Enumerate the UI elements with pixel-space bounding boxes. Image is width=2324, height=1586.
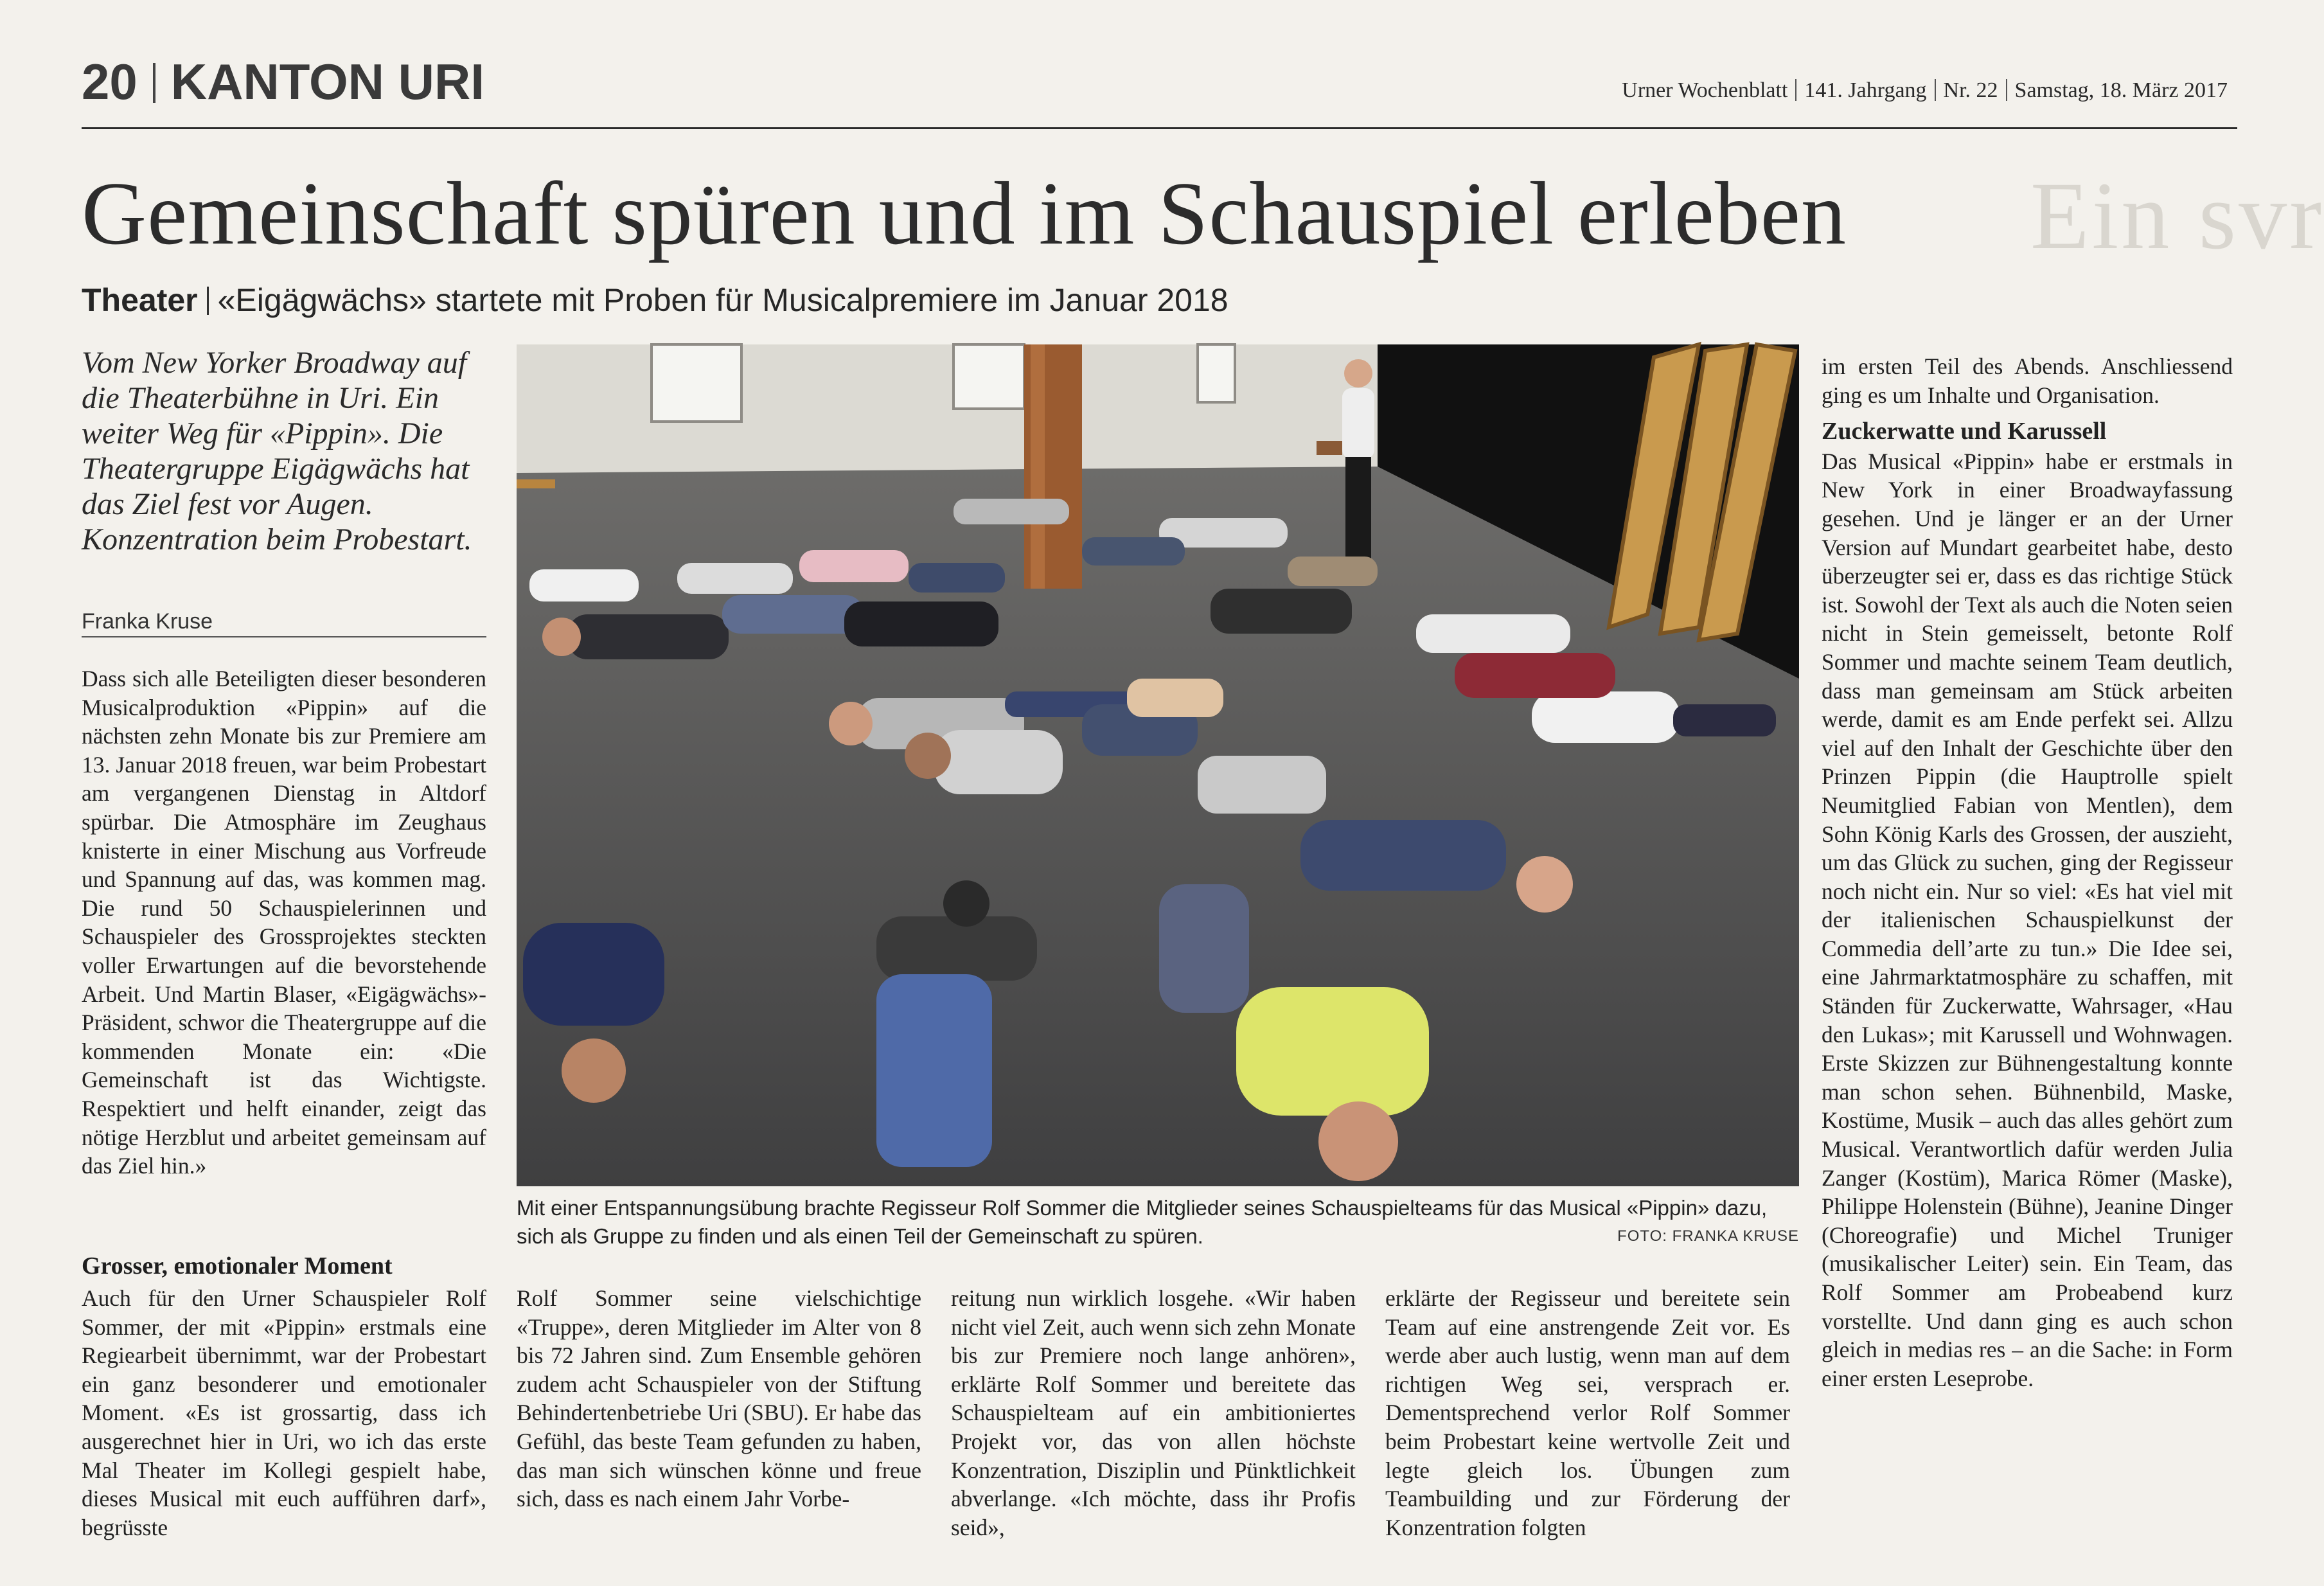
body-column-5 (1822, 352, 2233, 1393)
photo-caption: Mit einer Entspannungsübung brachte Regisseur Rolf Sommer die Mitglieder seines Schauspielteams für das Musical «Pippin» dazu, sich als Gruppe zu finden und als einen Teil der Gemeinschaft zu spüren. (517, 1196, 1768, 1248)
page-number: 20 (82, 53, 137, 110)
section-name: KANTON URI (170, 53, 484, 110)
volume: 141. Jahrgang (1804, 78, 1927, 102)
header-divider (153, 63, 155, 103)
article-photo (517, 344, 1799, 1186)
article-author: Franka Kruse (82, 609, 213, 634)
body-column-4: erklärte der Regisseur und bereitete sein Team auf eine anstrengende Zeit vor. Es werde aber auch lustig, wenn man auf dem richtigen Weg sei, versprach er. Dementsprechend verlor Rolf Sommer beim Probestart keine wertvolle Zeit und legte gleich los. Übungen zum Teambuilding und zur Förderung der Konzentration folgten (1385, 1285, 1790, 1540)
article-kicker: Theater (82, 282, 198, 318)
page-header-section (82, 53, 484, 111)
body-column-1-top: Dass sich alle Beteiligten dieser besonderen Musicalproduktion «Pippin» auf die nächsten zehn Monate bis zur Premiere am 13. Januar 2018 freuen, war beim Probestart am vergangenen Dienstag in Altdorf spürbar. Die Atmosphäre im Zeughaus knisterte in einer Mischung aus Vorfreude und Spannung auf das, was kommen mag. Die rund 50 Schauspielerinnen und Schauspieler des Grossprojektes steckten voller Erwartungen auf die bevorstehende Arbeit. Und Martin Blaser, «Eigägwächs»-Präsident, schwor die Theatergruppe auf die kommenden Monate ein: «Die Gemeinschaft ist das Wichtigste. Respektiert und helft einander, zeigt das nötige Herzblut und arbeitet gemeinsam auf das Ziel hin.» (82, 666, 486, 1179)
header-rule (82, 127, 2237, 129)
body-column-2: Rolf Sommer seine vielschichtige «Truppe», deren Mitglieder im Alter von 8 bis 72 Jahren sind. Zum Ensemble gehören zudem acht Schauspieler von der Stiftung Behindertenbetriebe Uri (SBU). Er habe das Gefühl, das beste Team gefunden zu haben, das man sich wünschen könne und freue sich, dass es nach einem Jahr Vorbe- (517, 1285, 921, 1512)
article-lead: Vom New Yorker Broadway auf die Theaterbühne in Uri. Ein weiter Weg für «Pippin». Die Theatergruppe Eigägwächs hat das Ziel fest vor Augen. Konzentration beim Probestart. (82, 346, 472, 557)
subheading-zuckerwatte: Zuckerwatte und Karussell (1822, 418, 2107, 445)
article-headline: Gemeinschaft spüren und im Schauspiel erleben (82, 164, 1847, 263)
subtitle-text: «Eigägwächs» startete mit Proben für Musicalpremiere im Januar 2018 (217, 282, 1229, 318)
body-column-1-bottom: Auch für den Urner Schauspieler Rolf Sommer, der mit «Pippin» erstmals eine Regiearbeit übernimmt, war der Probestart ein ganz besonderer und emotionaler Moment. «Es ist grossartig, dass ich ausgerechnet hier in Uri, wo ich das erste Mal Theater im Kollegi gespielt habe, dieses Musical mit euch aufführen darf», begrüsste (82, 1285, 486, 1540)
lead-rule (82, 636, 486, 637)
subheading-grosser-moment: Grosser, emotionaler Moment (82, 1252, 393, 1279)
rehearsal-photo-illustration (517, 344, 1799, 1186)
bleed-through-text: Ein svr (2030, 163, 2324, 269)
article-subtitle (82, 281, 1229, 319)
page-header-meta (1622, 78, 2228, 103)
paper-name: Urner Wochenblatt (1622, 78, 1788, 102)
photo-credit: FOTO: FRANKA KRUSE (1617, 1227, 1799, 1245)
column-5-body: Das Musical «Pippin» habe er erstmals in New York in einer Broadwayfassung gesehen. Und je länger er an der Urner Version auf Mundart gearbeitet habe, desto überzeugter sei er, dass es das richtige Stück ist. Sowohl der Text als auch die Noten seien nicht in Stein gemeisselt, betonte Rolf Sommer und machte seinem Team deutlich, dass man gemeinsam am Stück arbeiten werde, damit es am Ende perfekt sei. Allzu viel auf den Inhalt der Geschichte über den Prinzen Pippin (die Hauptrolle spielt Neumitglied Fabian von Mentlen), dem Sohn König Karls des Grossen, der auszieht, um das Glück zu suchen, ging der Regisseur noch nicht ein. Nur so viel: «Es hat viel mit der italienischen Schauspielkunst der Commedia dell’arte zu tun.» Die Idee sei, eine Jahrmarktatmosphäre zu schaffen, mit Ständen für Zuckerwatte, Wahrsager, «Hau den Lukas»; mit Karussell und Wohnwagen. Erste Skizzen zur Bühnengestaltung konnte man schon sehen. Bühnenbild, Maske, Kostüme, Musik – auch das alles gehört zum Musical. Verantwortlich dafür werden Julia Zanger (Kostüm), Marica Römer (Maske), Philippe Holenstein (Bühne), Jeanine Dinger (Choreografie) und Michel Truniger (musikalischer Leiter) sein. Ein Team, das Rolf Sommer am Probeabend kurz vorstellte. Und dann ging es auch schon gleich in medias res – an die Sache: in Form einer ersten Leseprobe. (1822, 448, 2233, 1391)
issue: Nr. 22 (1943, 78, 1998, 102)
issue-date: Samstag, 18. März 2017 (2014, 78, 2228, 102)
body-column-3: reitung nun wirklich losgehe. «Wir haben nicht viel Zeit, auch wenn sich zehn Monate bis zur Premiere noch lange anhören», erklärte Rolf Sommer und bereitete das Schauspielteam auf ein ambitioniertes Projekt vor, das von allen höchste Konzentration, Disziplin und Pünktlichkeit abverlange. «Ich möchte, dass ihr Profis seid», (951, 1285, 1356, 1540)
column-5-intro: im ersten Teil des Abends. Anschliessend ging es um Inhalte und Organisation. (1822, 353, 2233, 408)
